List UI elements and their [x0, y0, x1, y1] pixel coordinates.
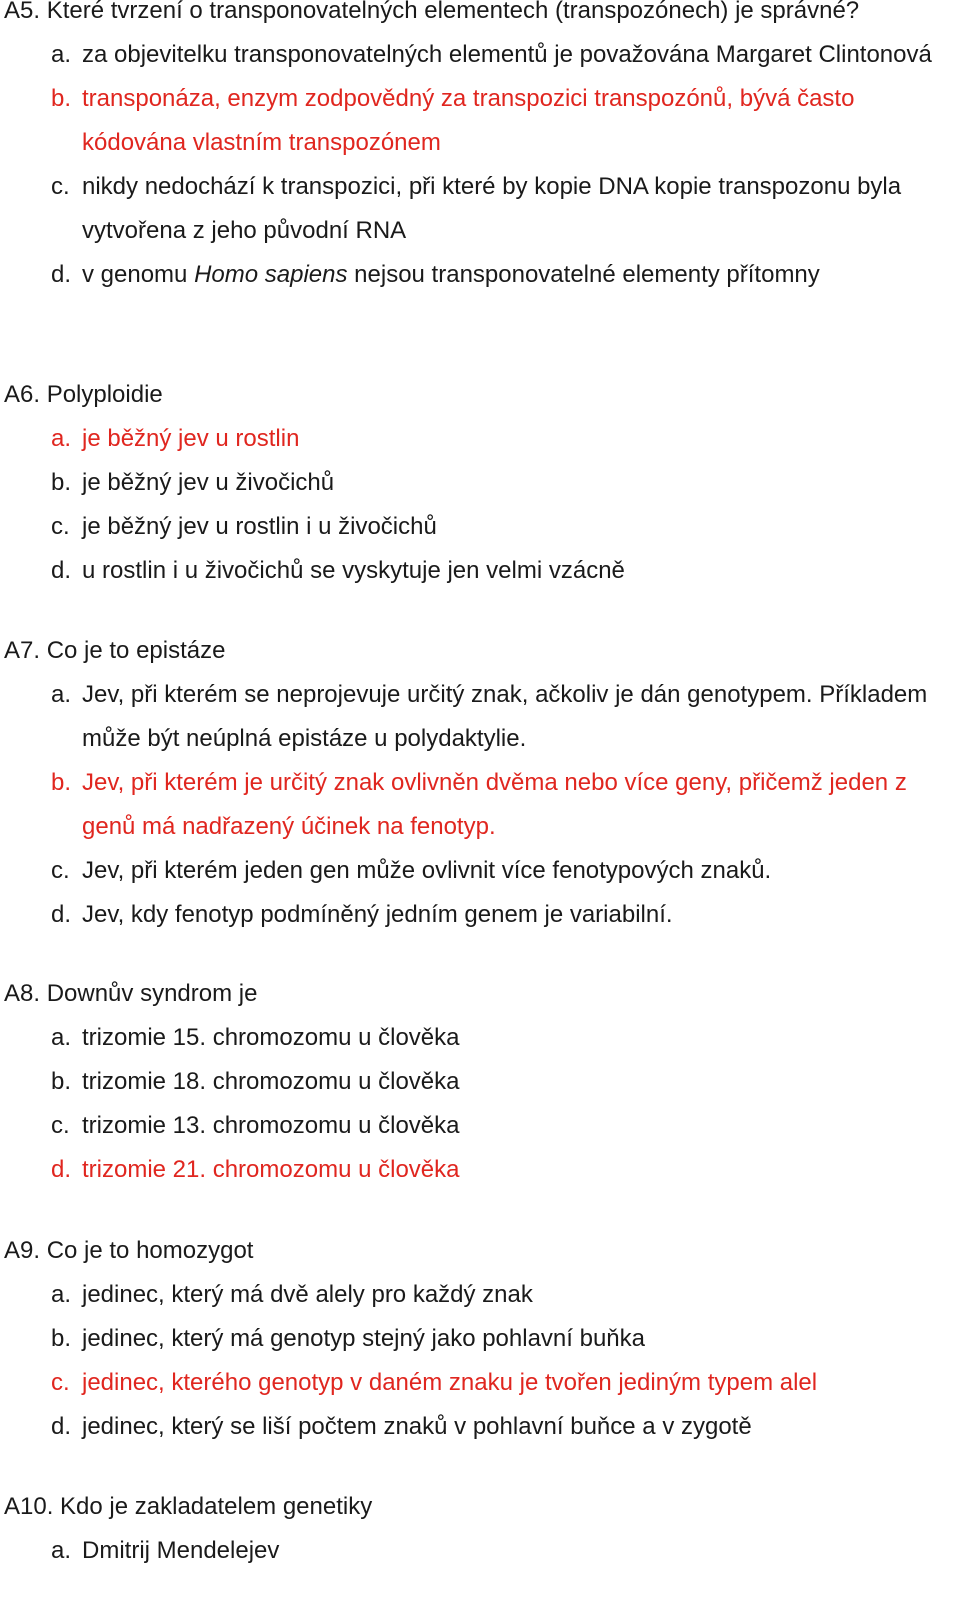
- option-c: [4, 505, 954, 549]
- option-letter: a.: [51, 681, 72, 708]
- question-title: A7. Co je to epistáze: [4, 637, 226, 664]
- option-letter: b.: [51, 85, 72, 112]
- species-name: Homo sapiens: [194, 261, 348, 288]
- question-a10: [4, 1485, 954, 1573]
- option-d: [4, 253, 954, 297]
- question-title: A10. Kdo je zakladatelem genetiky: [4, 1493, 373, 1520]
- option-letter: d.: [51, 901, 72, 928]
- option-letter: b.: [51, 1068, 72, 1095]
- option-c: [4, 1104, 954, 1148]
- option-a: [4, 1273, 954, 1317]
- option-d: [4, 893, 954, 937]
- option-text: transponáza, enzym zodpovědný za transpozici transpozónů, bývá často kódována vlastním transpozónem: [82, 85, 855, 156]
- option-text: jedinec, který se liší počtem znaků v pohlavní buňce a v zygotě: [82, 1413, 752, 1440]
- option-text: nikdy nedochází k transpozici, při které by kopie DNA kopie transpozonu byla vytvořena z jeho původní RNA: [82, 173, 902, 244]
- option-letter: c.: [51, 173, 70, 200]
- question-a7: [4, 629, 954, 937]
- option-text: trizomie 21. chromozomu u člověka: [82, 1156, 460, 1183]
- option-c-correct: [4, 1361, 954, 1405]
- option-text: za objevitelku transponovatelných elementů je považována Margaret Clintonová: [82, 41, 932, 68]
- option-letter: c.: [51, 1112, 70, 1139]
- option-b-correct: [4, 761, 954, 849]
- option-letter: d.: [51, 557, 72, 584]
- option-text: trizomie 13. chromozomu u člověka: [82, 1112, 460, 1139]
- option-text: jedinec, který má genotyp stejný jako pohlavní buňka: [82, 1325, 646, 1352]
- option-a: [4, 1016, 954, 1060]
- question-a6: [4, 373, 954, 593]
- option-text: jedinec, který má dvě alely pro každý znak: [82, 1281, 533, 1308]
- option-text: Jev, kdy fenotyp podmíněný jedním genem je variabilní.: [82, 901, 673, 928]
- option-letter: a.: [51, 41, 72, 68]
- option-text: trizomie 18. chromozomu u člověka: [82, 1068, 460, 1095]
- option-a: [4, 33, 954, 77]
- option-letter: a.: [51, 1024, 72, 1051]
- option-text: Jev, při kterém jeden gen může ovlivnit více fenotypových znaků.: [82, 857, 772, 884]
- option-text-part: v genomu: [82, 261, 195, 288]
- option-letter: d.: [51, 261, 72, 288]
- option-letter: c.: [51, 513, 70, 540]
- option-text: trizomie 15. chromozomu u člověka: [82, 1024, 460, 1051]
- option-letter: b.: [51, 469, 72, 496]
- question-a8: [4, 972, 954, 1192]
- option-b: [4, 1317, 954, 1361]
- option-text: je běžný jev u rostlin i u živočichů: [82, 513, 437, 540]
- option-text: je běžný jev u živočichů: [82, 469, 335, 496]
- option-text: u rostlin i u živočichů se vyskytuje jen velmi vzácně: [82, 557, 625, 584]
- question-title: A6. Polyploidie: [4, 381, 163, 408]
- option-a-correct: [4, 417, 954, 461]
- option-b: [4, 461, 954, 505]
- question-a5: [4, 0, 954, 297]
- option-text: jedinec, kterého genotyp v daném znaku je tvořen jediným typem alel: [82, 1369, 818, 1396]
- option-letter: d.: [51, 1156, 72, 1183]
- question-title: A8. Downův syndrom je: [4, 980, 258, 1007]
- question-a9: [4, 1229, 954, 1449]
- option-text: Dmitrij Mendelejev: [82, 1537, 280, 1564]
- option-text: [82, 253, 954, 297]
- option-b: [4, 1060, 954, 1104]
- option-d-correct: [4, 1148, 954, 1192]
- option-letter: a.: [51, 425, 72, 452]
- option-d: [4, 1405, 954, 1449]
- option-letter: b.: [51, 769, 72, 796]
- option-d: [4, 549, 954, 593]
- question-title: A5. Které tvrzení o transponovatelných elementech (transpozónech) je správné?: [4, 0, 860, 24]
- option-text: Jev, při kterém je určitý znak ovlivněn dvěma nebo více geny, přičemž jeden z genů má nadřazený účinek na fenotyp.: [82, 769, 907, 840]
- option-letter: c.: [51, 857, 70, 884]
- option-b-correct: [4, 77, 954, 165]
- option-a: [4, 1529, 954, 1573]
- option-letter: b.: [51, 1325, 72, 1352]
- option-text: Jev, při kterém se neprojevuje určitý znak, ačkoliv je dán genotypem. Příkladem může být neúplná epistáze u polydaktylie.: [82, 681, 928, 752]
- option-c: [4, 849, 954, 893]
- option-letter: c.: [51, 1369, 70, 1396]
- option-letter: a.: [51, 1537, 72, 1564]
- option-a: [4, 673, 954, 761]
- option-letter: a.: [51, 1281, 72, 1308]
- option-text: je běžný jev u rostlin: [82, 425, 300, 452]
- option-text-part: nejsou transponovatelné elementy přítomny: [347, 261, 820, 288]
- option-letter: d.: [51, 1413, 72, 1440]
- option-c: [4, 165, 954, 253]
- question-title: A9. Co je to homozygot: [4, 1237, 254, 1264]
